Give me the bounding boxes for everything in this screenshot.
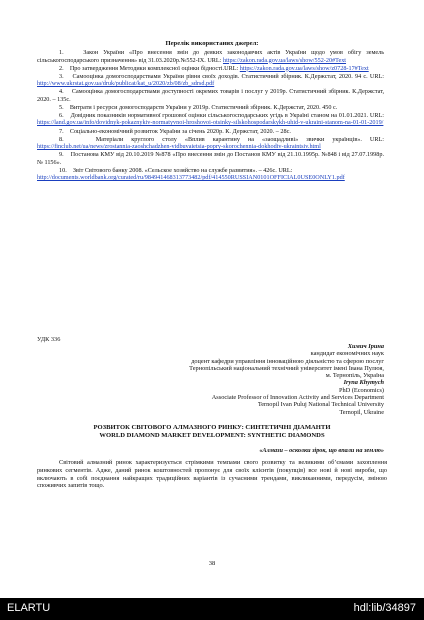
- epigraph: «Алмази – осколки зірок, що впали на землю»: [259, 447, 384, 454]
- reference-number: 9.: [59, 151, 64, 159]
- reference-item: [37, 112, 384, 127]
- footer-bar: [0, 598, 424, 620]
- reference-text: Самооцінка домогосподарствами доступності окремих товарів і послуг у 2019р. Статистичний збірник. К.Держстат, 2020. – 135с.: [37, 88, 385, 103]
- reference-item: [37, 104, 384, 112]
- author-city-en: Ternopil, Ukraine: [339, 408, 384, 416]
- article-title-en: WORLD DIAMOND MARKET DEVELOPMENT: SYNTHETIC DIAMONDS: [99, 432, 325, 439]
- reference-number: 8.: [59, 135, 64, 143]
- reference-number: 5.: [59, 103, 64, 111]
- author-university-en: Ternopil Ivan Puluj National Technical University: [257, 401, 384, 409]
- author-university-ua: Тернопільський національний технічний університет імені Івана Пулюя,: [189, 364, 384, 372]
- article-title-ua: РОЗВИТОК СВІТОВОГО АЛМАЗНОГО РИНКУ: СИНТЕТИЧНІ ДІАМАНТИ: [93, 424, 331, 431]
- author-degree-en: PhD (Economics): [339, 386, 384, 394]
- reference-number: 2.: [59, 64, 64, 72]
- reference-item: [37, 88, 384, 103]
- author-position-ua: доцент кафедри управління інноваційною діяльністю та сферою послуг: [191, 357, 384, 365]
- references-heading: Перелік використаних джерел:: [165, 40, 259, 47]
- article-title: [37, 424, 387, 440]
- reference-link[interactable]: http://www.ukrstat.gov.ua/druk/publicat/kat_u/2020/zb/08/zb_sdrsd.pdf: [37, 80, 215, 88]
- reference-text: Соціально-економічний розвиток України за січень 2020р. К. Держстат, 2020. – 28с.: [69, 127, 291, 135]
- reference-number: 1.: [59, 49, 64, 56]
- author-position-en: Associate Professor of Innovation Activity and Services Department: [211, 394, 384, 402]
- author-degree-ua: кандидат економічних наук: [310, 350, 384, 358]
- reference-text: Звіт Світового банку 2008. «Сельское хозяйство на службе развития». – 426с. URL:: [72, 166, 293, 174]
- author-city-ua: м. Тернопіль, Україна: [325, 372, 384, 380]
- udk-code: УДК 336: [37, 336, 61, 343]
- reference-link[interactable]: https://zakon.rada.gov.ua/laws/show/z0728-17#Text: [239, 64, 369, 72]
- body-paragraph: Світовий алмазний ринок характеризується стрімкими темпами свого розвитку та великими об’ємами захоплення ринкових сегментів. Адже, даний ринок коштовностей пропонує для своїх клієнтів (покупців) все нові й нові вироби, що включають в собі поєднання найкращих традиційних варіантів із сучасними трендами, викликанними, передусім, зміною споживчих запитів тощо.: [37, 459, 387, 490]
- reference-text: Закон України «Про внесення змін до деяких законодавчих актів України щодо умов обігу земель сільськогосподарського призначення» від 31.03.2020р.№552-IX. URL:: [37, 49, 385, 64]
- reference-item: [37, 65, 384, 73]
- author-name-en: Iryna Khymych: [343, 379, 384, 387]
- reference-text: Довідник показників нормативної грошової оцінки сільськогосподарських угідь в Україні станом на 01.01.2021. URL:: [70, 111, 385, 119]
- reference-item: [37, 49, 384, 64]
- reference-link[interactable]: http://documents.worldbank.org/curated/ru/984941468313773482/pdf/414550RUSSIAN0101OFFICIAL0USE0ONLY1.pdf: [37, 174, 345, 182]
- author-block: [84, 343, 384, 416]
- reference-link[interactable]: https://land.gov.ua/info/dovidnyk-pokaznykiv-normatyvnoi-hroshovoi-otsinky-silskohospodarskykh-uhid-v-ukraini-stanom-na-01-01-2019/: [37, 119, 384, 127]
- reference-number: 7.: [59, 127, 64, 135]
- reference-text: Самооцінка домогосподарствами України рівня своїх доходів. Статистичний збірник. К.Держстат, 2020. 94 с. URL:: [72, 72, 384, 80]
- reference-item: [37, 73, 384, 88]
- reference-item: [37, 167, 384, 182]
- reference-number: 6.: [59, 111, 64, 119]
- reference-link[interactable]: https://zakon.rada.gov.ua/laws/show/552-20#Text: [222, 56, 347, 64]
- reference-number: 4.: [59, 88, 64, 96]
- reference-text: Витрати і ресурси домогосподарств України у 2019р. Статистичний збірник. К.Держстат, 2020. 450 с.: [69, 103, 338, 111]
- author-name-ua: Химич Ірина: [347, 343, 384, 350]
- reference-item: [37, 136, 384, 151]
- page-number: 38: [208, 560, 216, 567]
- reference-text: Матеріали круглого столу «Вплив карантину на «заощадливі» звички українців». URL:: [95, 135, 385, 143]
- reference-text: Про затвердження Методики комплексної оцінки бідності.URL:: [69, 64, 240, 72]
- reference-text: Постанова КМУ від 20.10.2019 №878 «Про внесення змін до Постанов КМУ від 21.10.1995р. №848 і від 27.07.1998р. № 1156».: [37, 151, 385, 166]
- references-list: [37, 49, 384, 182]
- handle-label[interactable]: hdl:lib/34897: [353, 602, 416, 614]
- reference-number: 3.: [59, 72, 64, 80]
- reference-item: [37, 128, 384, 136]
- reference-item: [37, 151, 384, 166]
- reference-number: 10.: [59, 166, 67, 174]
- repository-label: ELARTU: [7, 602, 51, 614]
- reference-link[interactable]: https://finclub.net/ua/news/zrostannia-zaoshchadzhen-vidbuvaietsia-popry-skorochennia-dokhodiv-ukraintsiv.html: [37, 143, 321, 151]
